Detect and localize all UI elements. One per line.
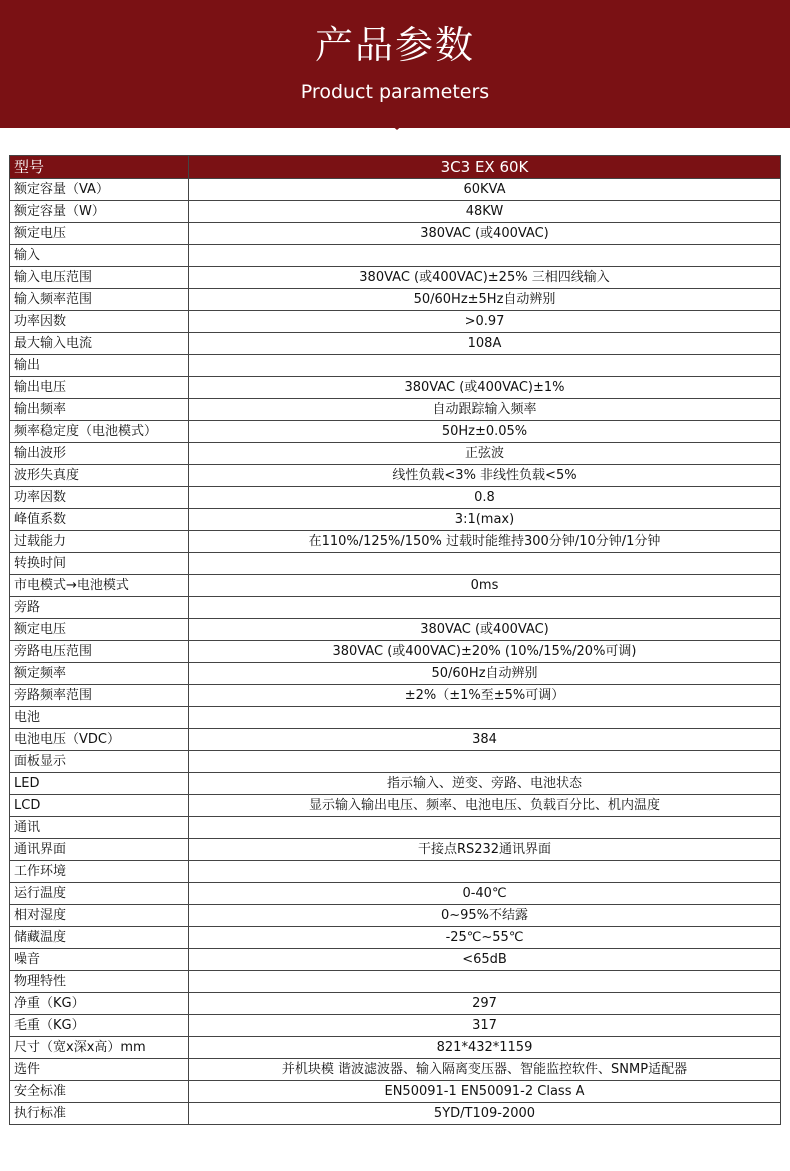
param-value: ±2%（±1%至±5%可调） (189, 685, 781, 707)
param-name: 输入频率范围 (10, 289, 189, 311)
param-name: 频率稳定度（电池模式） (10, 421, 189, 443)
param-value (189, 245, 781, 267)
table-row (10, 839, 781, 861)
param-value (189, 553, 781, 575)
table-row (10, 1081, 781, 1103)
table-row (10, 1037, 781, 1059)
param-name: 峰值系数 (10, 509, 189, 531)
table-row (10, 553, 781, 575)
table-row (10, 883, 781, 905)
param-name: 旁路频率范围 (10, 685, 189, 707)
param-name: 额定容量（VA） (10, 179, 189, 201)
param-value: 380VAC (或400VAC) (189, 223, 781, 245)
table-row (10, 663, 781, 685)
param-value: 正弦波 (189, 443, 781, 465)
param-value: 821*432*1159 (189, 1037, 781, 1059)
param-value (189, 751, 781, 773)
param-name: 额定频率 (10, 663, 189, 685)
table-row (10, 223, 781, 245)
param-value: 显示输入输出电压、频率、电池电压、负载百分比、机内温度 (189, 795, 781, 817)
param-name: 电池电压（VDC） (10, 729, 189, 751)
param-name: 输出电压 (10, 377, 189, 399)
param-value: 380VAC (或400VAC)±1% (189, 377, 781, 399)
spec-table (9, 155, 781, 1125)
table-row (10, 333, 781, 355)
table-row (10, 355, 781, 377)
table-row (10, 465, 781, 487)
table-row (10, 289, 781, 311)
param-value: 并机块模 谐波滤波器、输入隔离变压器、智能监控软件、SNMP适配器 (189, 1059, 781, 1081)
param-name: 波形失真度 (10, 465, 189, 487)
param-value: 自动跟踪输入频率 (189, 399, 781, 421)
model-value: 3C3 EX 60K (189, 156, 781, 179)
table-row (10, 817, 781, 839)
param-name: 额定电压 (10, 619, 189, 641)
param-value: 48KW (189, 201, 781, 223)
table-row (10, 245, 781, 267)
table-row (10, 619, 781, 641)
param-value (189, 707, 781, 729)
table-row (10, 421, 781, 443)
table-row (10, 267, 781, 289)
table-row (10, 443, 781, 465)
param-value: 317 (189, 1015, 781, 1037)
param-name: 通讯界面 (10, 839, 189, 861)
table-row (10, 949, 781, 971)
table-row (10, 531, 781, 553)
table-row (10, 575, 781, 597)
table-row (10, 1059, 781, 1081)
param-name: LED (10, 773, 189, 795)
param-value: 5YD/T109-2000 (189, 1103, 781, 1125)
param-name: 输入 (10, 245, 189, 267)
table-row (10, 311, 781, 333)
table-row (10, 795, 781, 817)
param-name: 输入电压范围 (10, 267, 189, 289)
table-row (10, 927, 781, 949)
param-value: 297 (189, 993, 781, 1015)
param-value: <65dB (189, 949, 781, 971)
param-name: 电池 (10, 707, 189, 729)
param-name: 额定电压 (10, 223, 189, 245)
param-value: 0-40℃ (189, 883, 781, 905)
param-value (189, 817, 781, 839)
param-name: 工作环境 (10, 861, 189, 883)
param-value: EN50091-1 EN50091-2 Class A (189, 1081, 781, 1103)
param-value (189, 971, 781, 993)
param-name: 功率因数 (10, 487, 189, 509)
table-row (10, 971, 781, 993)
param-value: 50Hz±0.05% (189, 421, 781, 443)
table-row (10, 707, 781, 729)
param-name: 储藏温度 (10, 927, 189, 949)
param-value: 50/60Hz自动辨别 (189, 663, 781, 685)
model-label: 型号 (10, 156, 189, 179)
table-row (10, 729, 781, 751)
param-value: 384 (189, 729, 781, 751)
param-name: 面板显示 (10, 751, 189, 773)
table-row (10, 179, 781, 201)
param-name: 毛重（KG） (10, 1015, 189, 1037)
param-name: 相对湿度 (10, 905, 189, 927)
param-value: 0ms (189, 575, 781, 597)
page-subtitle: Product parameters (300, 81, 490, 103)
param-name: 旁路 (10, 597, 189, 619)
param-name: LCD (10, 795, 189, 817)
table-row (10, 751, 781, 773)
param-value (189, 861, 781, 883)
param-value: 在110%/125%/150% 过载时能维持300分钟/10分钟/1分钟 (189, 531, 781, 553)
param-name: 过载能力 (10, 531, 189, 553)
page-title: 产品参数 (314, 23, 475, 67)
table-row (10, 641, 781, 663)
param-name: 输出频率 (10, 399, 189, 421)
param-value: 60KVA (189, 179, 781, 201)
table-row (10, 905, 781, 927)
param-value: 380VAC (或400VAC) (189, 619, 781, 641)
param-value: 380VAC (或400VAC)±20% (10%/15%/20%可调) (189, 641, 781, 663)
table-row (10, 773, 781, 795)
table-row (10, 1015, 781, 1037)
param-value: 0~95%不结露 (189, 905, 781, 927)
param-value: >0.97 (189, 311, 781, 333)
param-value: 线性负载<3% 非线性负载<5% (189, 465, 781, 487)
table-row (10, 993, 781, 1015)
table-row (10, 685, 781, 707)
param-value (189, 355, 781, 377)
table-row (10, 1103, 781, 1125)
param-value: 50/60Hz±5Hz自动辨别 (189, 289, 781, 311)
param-name: 输出 (10, 355, 189, 377)
header-banner (0, 0, 790, 128)
param-name: 尺寸（宽x深x高）mm (10, 1037, 189, 1059)
param-name: 安全标准 (10, 1081, 189, 1103)
banner-notch (383, 118, 411, 130)
param-name: 执行标准 (10, 1103, 189, 1125)
table-row (10, 377, 781, 399)
param-name: 选件 (10, 1059, 189, 1081)
param-value: 3:1(max) (189, 509, 781, 531)
table-row (10, 201, 781, 223)
param-name: 通讯 (10, 817, 189, 839)
table-row (10, 509, 781, 531)
param-name: 运行温度 (10, 883, 189, 905)
param-name: 市电模式→电池模式 (10, 575, 189, 597)
param-name: 功率因数 (10, 311, 189, 333)
param-value (189, 597, 781, 619)
param-value: -25℃~55℃ (189, 927, 781, 949)
table-row (10, 399, 781, 421)
table-row (10, 487, 781, 509)
param-name: 最大输入电流 (10, 333, 189, 355)
table-row (10, 597, 781, 619)
param-name: 噪音 (10, 949, 189, 971)
param-name: 输出波形 (10, 443, 189, 465)
param-name: 旁路电压范围 (10, 641, 189, 663)
table-row (10, 861, 781, 883)
param-name: 净重（KG） (10, 993, 189, 1015)
param-name: 转换时间 (10, 553, 189, 575)
param-value: 108A (189, 333, 781, 355)
param-value: 干接点RS232通讯界面 (189, 839, 781, 861)
param-name: 额定容量（W） (10, 201, 189, 223)
table-header-row (10, 156, 781, 179)
param-value: 380VAC (或400VAC)±25% 三相四线输入 (189, 267, 781, 289)
param-value: 0.8 (189, 487, 781, 509)
param-name: 物理特性 (10, 971, 189, 993)
param-value: 指示输入、逆变、旁路、电池状态 (189, 773, 781, 795)
